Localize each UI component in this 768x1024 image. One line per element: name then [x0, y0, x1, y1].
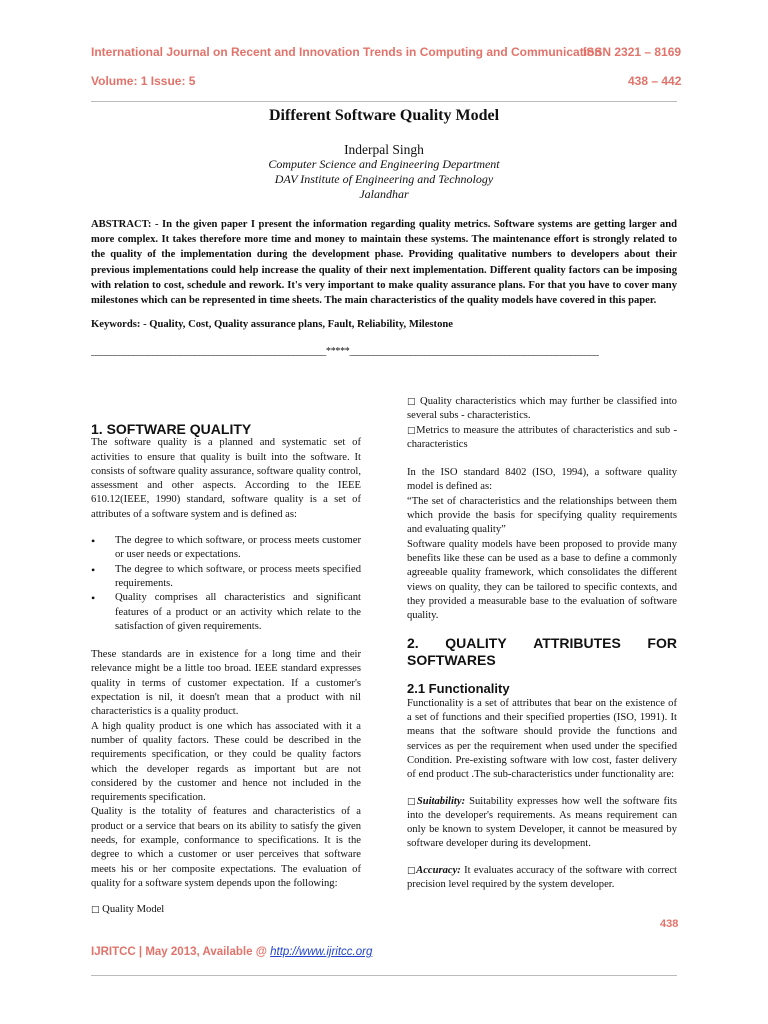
footer	[91, 946, 372, 958]
quality-definition-list	[91, 534, 361, 634]
list-item: • The degree to which software, or process meets specified requirements.	[91, 563, 361, 592]
page-number: 438	[660, 918, 679, 930]
footer-link[interactable]: http://www.ijritcc.org	[270, 946, 373, 958]
functionality-paragraph: Functionality is a set of attributes that bear on the existence of a set of functions and their specified properties (ISO, 1991). It means that the software should provide the functions and services as per the requirement when used under the specified Condition. Pre-existing software with low cost, faster delivery of end product .The sub-characteristics under functionality are:	[407, 697, 677, 781]
quality-model-item: □ Quality Model	[91, 904, 165, 916]
square-glyph-icon: □	[91, 905, 100, 916]
suitability-item: □Suitability: Suitability expresses how well the software fits into the developer's requirements. As means requirement can only be known to system Developer, it cannot be measured by software developer during its development.	[407, 795, 677, 850]
footer-rule	[91, 975, 677, 976]
affiliation-department: Computer Science and Engineering Department	[268, 157, 500, 171]
journal-name: International Journal on Recent and Innovation Trends in Computing and Communication	[91, 45, 602, 59]
abstract: ABSTRACT: - In the given paper I present the information regarding quality metrics. Software systems are getting larger and more complex. It takes therefore more time and money to maintain these systems. The maintenance effort is strongly related to the quality of the implementation during the development phase. Providing qualitative numbers to developers about their previous implementations could help increase the quality of their next implementation. Different quality factors can be imposing with relation to cost, schedule and rework. It's very important to make quality assurance plans. For that you have to cover many milestones which can be represented in time sheets. The main characteristics of the quality models have covered in this paper.	[91, 219, 677, 307]
header-rule	[91, 101, 677, 102]
list-item: • The degree to which software, or process meets customer or user needs or expectations.	[91, 534, 361, 563]
left-column	[91, 422, 361, 918]
square-glyph-icon: □	[407, 865, 417, 876]
square-glyph-icon: □	[407, 425, 417, 436]
page-range: 438 – 442	[628, 74, 682, 88]
square-glyph-icon: □	[407, 796, 417, 807]
iso-definition-quote: “The set of characteristics and the relationships between them which provide the basis for specifying quality requirements and evaluating quality”	[407, 495, 677, 536]
paper-title: Different Software Quality Model	[268, 107, 500, 124]
metrics-item: □Metrics to measure the attributes of characteristics and sub - characteristics	[407, 424, 677, 450]
accuracy-item: □Accuracy: It evaluates accuracy of the software with correct precision level required by the system developer.	[407, 864, 677, 891]
iso-definition-intro: In the ISO standard 8402 (ISO, 1994), a software quality model is defined as:	[407, 467, 677, 493]
section1-paragraph-1: The software quality is a planned and systematic set of activities to ensure that quality is built into the software. It consists of software quality assurance, software quality control, assessment and other aspects. According to the IEEE 610.12(IEEE, 1990) standard, software quality is a set of attributes of a software system and is defined as:	[91, 437, 361, 520]
list-item: • Quality comprises all characteristics and significant features of a product or an activity which relate to the satisfaction of given requirements.	[91, 591, 361, 634]
affiliation-institute: DAV Institute of Engineering and Technology	[274, 172, 494, 186]
section21-heading: 2.1 Functionality	[407, 681, 510, 697]
section-separator: __________________________________________________*****_____________________________________________________	[91, 346, 599, 357]
section1-paragraph-4: Quality is the totality of features and characteristics of a product or a service that bears on its ability to satisfy the given needs, for example, conformance to specifications. It is the degree to which a customer or user perceives that software meets his or her composite expectations. The evaluation of quality for a software system depends upon the following:	[91, 806, 361, 889]
quality-models-paragraph: Software quality models have been proposed to provide many benefits like these can be used as a base to define a commonly agreeable quality framework, which consolidates the different views on quality, they can be tailored to specific contexts, and they provided a measurable base to the evaluation of software quality.	[407, 538, 677, 622]
section1-heading: 1. SOFTWARE QUALITY	[91, 421, 252, 437]
square-glyph-icon: □	[407, 397, 417, 407]
footer-text: IJRITCC | May 2013, Available @	[91, 946, 271, 958]
issn: ISSN 2321 – 8169	[583, 45, 682, 59]
quality-characteristics-item: □ Quality characteristics which may further be classified into several subs - characteristics.	[407, 396, 677, 422]
volume-issue: Volume: 1 Issue: 5	[91, 74, 196, 88]
section2-heading-line2: SOFTWARES	[407, 652, 496, 669]
affiliation-city: Jalandhar	[359, 187, 409, 201]
author-name: Inderpal Singh	[344, 142, 424, 157]
section1-paragraph-2: These standards are in existence for a long time and their relevance might be a little too broad. IEEE standard expresses quality in terms of customer expectation. If a customer's expectation is nil, it doesn't mean that a product with nil characteristics is a quality product.	[91, 649, 361, 718]
section1-paragraph-3: A high quality product is one which has associated with it a number of quality factors. These could be described in the requirements specification, or they could be quality factors which the developer regards as important but are not considered by the customer and hence not included in the requirements specification.	[91, 720, 361, 804]
affiliation	[91, 157, 677, 202]
right-column	[407, 395, 677, 892]
section2-heading: 2. QUALITY ATTRIBUTES FOR	[407, 635, 677, 652]
keywords: Keywords: - Quality, Cost, Quality assurance plans, Fault, Reliability, Milestone	[91, 319, 453, 330]
